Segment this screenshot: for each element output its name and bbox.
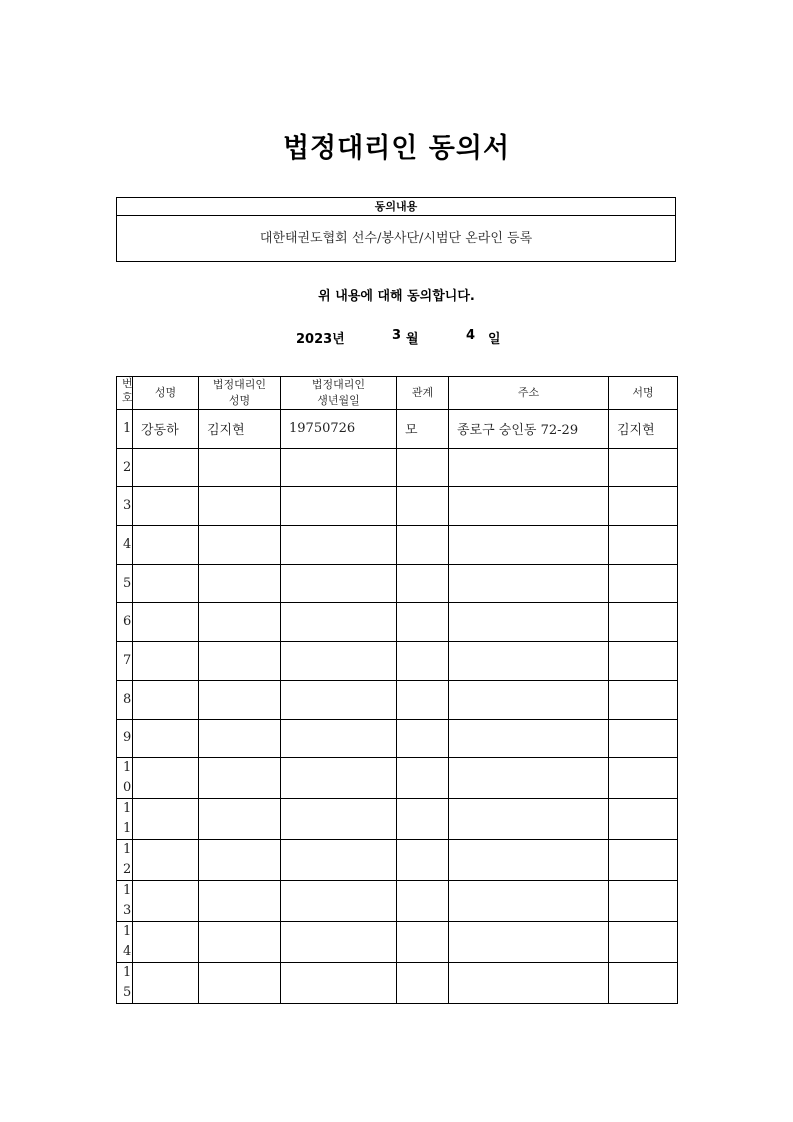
cell-guardian-birth	[281, 603, 397, 642]
cell-name	[133, 487, 199, 526]
cell-signature	[609, 448, 678, 487]
cell-guardian-name	[199, 758, 281, 799]
cell-name	[133, 526, 199, 565]
cell-relation	[397, 680, 449, 719]
cell-relation	[397, 799, 449, 840]
cell-name	[133, 799, 199, 840]
cell-relation	[397, 487, 449, 526]
row-number: 1 4	[117, 922, 133, 963]
table-row	[117, 448, 678, 487]
cell-relation	[397, 564, 449, 603]
table-row	[117, 799, 678, 840]
row-number: 1 0	[117, 758, 133, 799]
cell-signature	[609, 922, 678, 963]
table-row	[117, 680, 678, 719]
cell-guardian-name	[199, 799, 281, 840]
cell-guardian-birth	[281, 448, 397, 487]
cell-signature	[609, 758, 678, 799]
cell-address	[449, 840, 609, 881]
cell-guardian-name	[199, 564, 281, 603]
header-guardian-name: 법정대리인 성명	[199, 377, 281, 410]
consent-content: 대한태권도협회 선수/봉사단/시범단 온라인 등록	[259, 231, 533, 246]
cell-guardian-birth: 19750726	[281, 410, 397, 449]
header-name: 성명	[133, 377, 199, 410]
cell-name	[133, 758, 199, 799]
cell-guardian-birth	[281, 758, 397, 799]
row-number: 3	[117, 487, 133, 526]
date-day-unit: 일	[488, 332, 501, 347]
cell-address	[449, 799, 609, 840]
row-number: 1	[117, 410, 133, 449]
row-number: 1 1	[117, 799, 133, 840]
document-title: 법정대리인 동의서	[282, 133, 511, 164]
cell-guardian-birth	[281, 680, 397, 719]
row-number: 9	[117, 719, 133, 758]
cell-guardian-birth	[281, 881, 397, 922]
cell-guardian-birth	[281, 487, 397, 526]
consent-header: 동의내용	[117, 198, 675, 216]
table-row	[117, 922, 678, 963]
cell-relation	[397, 603, 449, 642]
cell-address	[449, 680, 609, 719]
cell-name	[133, 448, 199, 487]
cell-guardian-name: 김지현	[199, 410, 281, 449]
cell-relation	[397, 526, 449, 565]
cell-guardian-birth	[281, 526, 397, 565]
row-number: 5	[117, 564, 133, 603]
table-row	[117, 881, 678, 922]
cell-address	[449, 758, 609, 799]
cell-guardian-name	[199, 719, 281, 758]
cell-guardian-name	[199, 922, 281, 963]
cell-signature	[609, 487, 678, 526]
cell-signature	[609, 526, 678, 565]
cell-name	[133, 719, 199, 758]
row-number: 8	[117, 680, 133, 719]
cell-guardian-name	[199, 526, 281, 565]
date-month-unit: 월	[406, 332, 419, 347]
row-number: 2	[117, 448, 133, 487]
row-number: 1 5	[117, 963, 133, 1004]
cell-name	[133, 680, 199, 719]
cell-guardian-name	[199, 963, 281, 1004]
cell-relation	[397, 881, 449, 922]
cell-address	[449, 719, 609, 758]
cell-name	[133, 642, 199, 681]
cell-signature	[609, 603, 678, 642]
cell-guardian-birth	[281, 799, 397, 840]
cell-guardian-birth	[281, 564, 397, 603]
cell-guardian-birth	[281, 719, 397, 758]
cell-guardian-name	[199, 487, 281, 526]
cell-signature	[609, 840, 678, 881]
header-relation: 관계	[397, 377, 449, 410]
cell-signature	[609, 881, 678, 922]
table-row	[117, 719, 678, 758]
cell-relation	[397, 963, 449, 1004]
table-row	[117, 564, 678, 603]
cell-relation	[397, 719, 449, 758]
guardian-table	[116, 376, 678, 1004]
row-number: 4	[117, 526, 133, 565]
header-guardian-birth: 법정대리인 생년월일	[281, 377, 397, 410]
cell-signature	[609, 719, 678, 758]
cell-address	[449, 963, 609, 1004]
cell-guardian-birth	[281, 840, 397, 881]
cell-name	[133, 564, 199, 603]
table-row	[117, 758, 678, 799]
cell-address: 종로구 숭인동 72-29	[449, 410, 609, 449]
cell-relation	[397, 840, 449, 881]
cell-relation	[397, 642, 449, 681]
cell-guardian-birth	[281, 922, 397, 963]
cell-name	[133, 603, 199, 642]
cell-name: 강동하	[133, 410, 199, 449]
header-signature: 서명	[609, 377, 678, 410]
cell-relation: 모	[397, 410, 449, 449]
cell-guardian-name	[199, 680, 281, 719]
row-number: 1 3	[117, 881, 133, 922]
cell-address	[449, 487, 609, 526]
table-row	[117, 526, 678, 565]
table-row	[117, 603, 678, 642]
date-month: 3	[392, 328, 402, 343]
date-year: 2023년	[296, 332, 345, 347]
cell-name	[133, 922, 199, 963]
cell-address	[449, 448, 609, 487]
cell-address	[449, 603, 609, 642]
cell-name	[133, 963, 199, 1004]
cell-signature	[609, 680, 678, 719]
header-address: 주소	[449, 377, 609, 410]
cell-relation	[397, 922, 449, 963]
date-day: 4	[466, 328, 476, 343]
cell-signature	[609, 564, 678, 603]
cell-address	[449, 881, 609, 922]
cell-relation	[397, 448, 449, 487]
row-number: 7	[117, 642, 133, 681]
agreement-text: 위 내용에 대해 동의합니다.	[318, 289, 475, 304]
cell-address	[449, 526, 609, 565]
cell-signature: 김지현	[609, 410, 678, 449]
cell-relation	[397, 758, 449, 799]
cell-address	[449, 642, 609, 681]
row-number: 6	[117, 603, 133, 642]
cell-name	[133, 840, 199, 881]
table-body	[117, 410, 678, 1004]
cell-signature	[609, 963, 678, 1004]
cell-guardian-birth	[281, 963, 397, 1004]
header-number: 번 호	[117, 377, 133, 410]
cell-guardian-name	[199, 881, 281, 922]
table-row	[117, 642, 678, 681]
table-row	[117, 840, 678, 881]
consent-box	[116, 197, 676, 262]
table-row	[117, 410, 678, 449]
cell-address	[449, 922, 609, 963]
cell-guardian-name	[199, 448, 281, 487]
row-number: 1 2	[117, 840, 133, 881]
cell-name	[133, 881, 199, 922]
cell-address	[449, 564, 609, 603]
cell-guardian-birth	[281, 642, 397, 681]
table-row	[117, 963, 678, 1004]
table-header-row	[117, 377, 678, 410]
cell-guardian-name	[199, 642, 281, 681]
table-row	[117, 487, 678, 526]
cell-guardian-name	[199, 840, 281, 881]
cell-signature	[609, 799, 678, 840]
cell-guardian-name	[199, 603, 281, 642]
cell-signature	[609, 642, 678, 681]
